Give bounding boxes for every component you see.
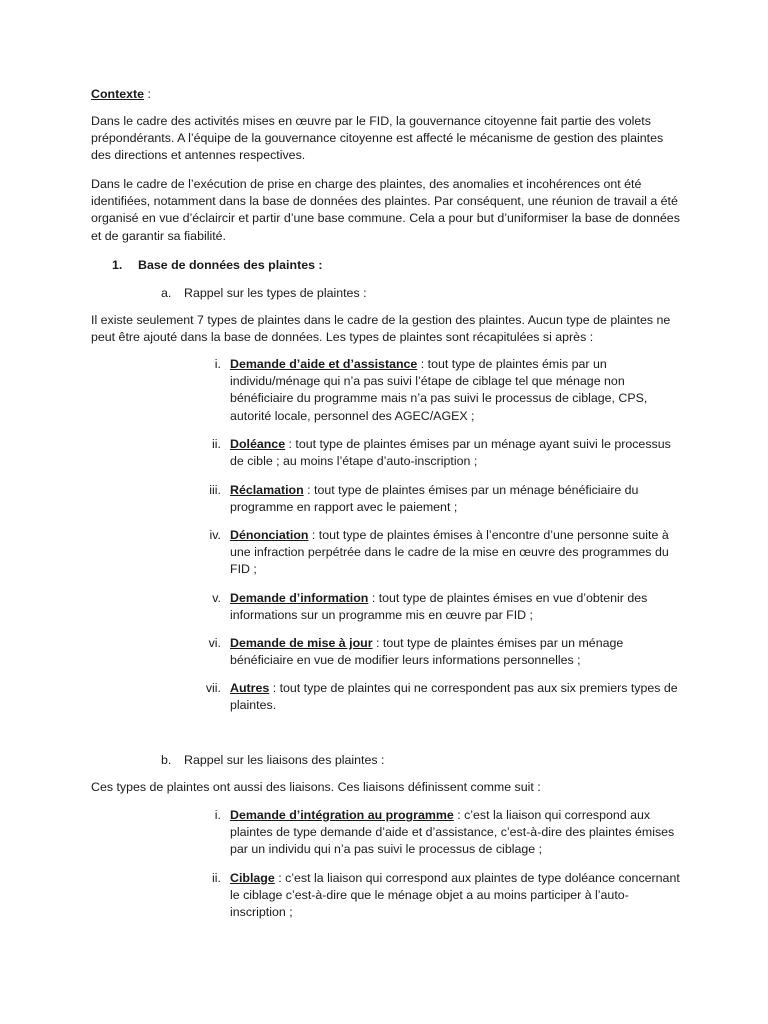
list-number: ii. bbox=[212, 871, 221, 885]
list-number: v. bbox=[212, 591, 221, 605]
type-term: Demande d’information bbox=[230, 591, 369, 605]
liaison-term: Demande d’intégration au programme bbox=[230, 808, 454, 822]
list-item bbox=[230, 680, 682, 714]
type-description: : tout type de plaintes émises par un ménage ayant suivi le processus de cible ; au moins l’étape d’auto-inscription ; bbox=[230, 437, 671, 469]
liaison-term: Ciblage bbox=[230, 871, 275, 885]
liaison-description: : c’est la liaison qui correspond aux plaintes de type demande d’aide et d’assistance, c’est-à-dire des plaintes émises par un individu qui n’a pas suivi le processus de ciblage ; bbox=[230, 808, 675, 857]
type-term: Demande de mise à jour bbox=[230, 636, 373, 650]
type-term: Réclamation bbox=[230, 483, 304, 497]
list-number: ii. bbox=[212, 437, 221, 451]
list-item bbox=[230, 870, 682, 922]
type-description: : tout type de plaintes émises à l’encontre d’une personne suite à une infraction perpétrée dans le cadre de la mise en œuvre des programmes du FID ; bbox=[230, 528, 669, 577]
list-item bbox=[230, 436, 682, 470]
list-item bbox=[230, 527, 682, 579]
list-number: vii. bbox=[205, 681, 221, 695]
contexte-heading-suffix: : bbox=[144, 87, 151, 101]
contexte-heading-line bbox=[91, 86, 151, 103]
type-description: : tout type de plaintes qui ne correspondent pas aux six premiers types de plaintes. bbox=[230, 681, 678, 713]
list-number: iii. bbox=[209, 483, 221, 497]
sub-a-letter: a. bbox=[161, 286, 172, 300]
type-term: Doléance bbox=[230, 437, 286, 451]
sub-a-title: Rappel sur les types de plaintes : bbox=[184, 286, 367, 300]
list-number: vi. bbox=[208, 636, 221, 650]
type-term: Dénonciation bbox=[230, 528, 309, 542]
section-1-number: 1. bbox=[112, 258, 123, 272]
list-item bbox=[230, 807, 682, 859]
list-number: i. bbox=[214, 808, 221, 822]
type-description: : tout type de plaintes émises par un ménage bénéficiaire du programme en rapport avec le paiement ; bbox=[230, 483, 639, 515]
list-item bbox=[230, 356, 682, 425]
liaison-description: : c’est la liaison qui correspond aux plaintes de type doléance concernant le ciblage c’est-à-dire que le ménage objet a au moins participer à l’auto-inscription ; bbox=[230, 871, 680, 920]
types-intro-paragraph: Il existe seulement 7 types de plaintes dans le cadre de la gestion des plaintes. Aucun type de plaintes ne peut être ajouté dans la base de données. Les types de plaintes sont récapitulées si après : bbox=[91, 313, 671, 345]
contexte-heading: Contexte bbox=[91, 87, 145, 101]
liaisons-intro-paragraph: Ces types de plaintes ont aussi des liaisons. Ces liaisons définissent comme suit : bbox=[91, 780, 541, 794]
type-term: Demande d’aide et d’assistance bbox=[230, 357, 418, 371]
list-item bbox=[230, 482, 682, 516]
contexte-paragraph-2: Dans le cadre de l’exécution de prise en charge des plaintes, des anomalies et incohérences ont été identifiées, notamment dans la base de données des plaintes. Par conséquent, une réunion de travail a été organisé en vue d’éclaircir et partir d’une base commune. Cela a pour but d’uniformiser la base de données et de garantir sa fiabilité. bbox=[91, 177, 680, 243]
contexte-paragraph-1: Dans le cadre des activités mises en œuvre par le FID, la gouvernance citoyenne fait partie des volets prépondérants. A l’équipe de la gouvernance citoyenne est affecté le mécanisme de gestion des plaintes des directions et antennes respectives. bbox=[91, 114, 664, 163]
section-1-title: Base de données des plaintes : bbox=[138, 258, 323, 272]
sub-b-title: Rappel sur les liaisons des plaintes : bbox=[184, 753, 385, 767]
type-description: : tout type de plaintes émises par un ménage bénéficiaire en vue de modifier leurs informations personnelles ; bbox=[230, 636, 624, 668]
type-description: : tout type de plaintes émis par un individu/ménage qui n’a pas suivi l’étape de ciblage tel que ménage non bénéficiaire du programme mais n’a pas suivi le processus de ciblage, CPS, autorité locale, personnel des AGEC/AGEX ; bbox=[230, 357, 648, 423]
type-term: Autres bbox=[230, 681, 270, 695]
sub-b-letter: b. bbox=[161, 753, 172, 767]
list-number: i. bbox=[214, 357, 221, 371]
type-description: : tout type de plaintes émises en vue d’obtenir des informations sur un programme mis en œuvre par FID ; bbox=[230, 591, 648, 623]
list-item bbox=[230, 590, 682, 624]
list-number: iv. bbox=[209, 528, 221, 542]
list-item bbox=[230, 635, 682, 669]
